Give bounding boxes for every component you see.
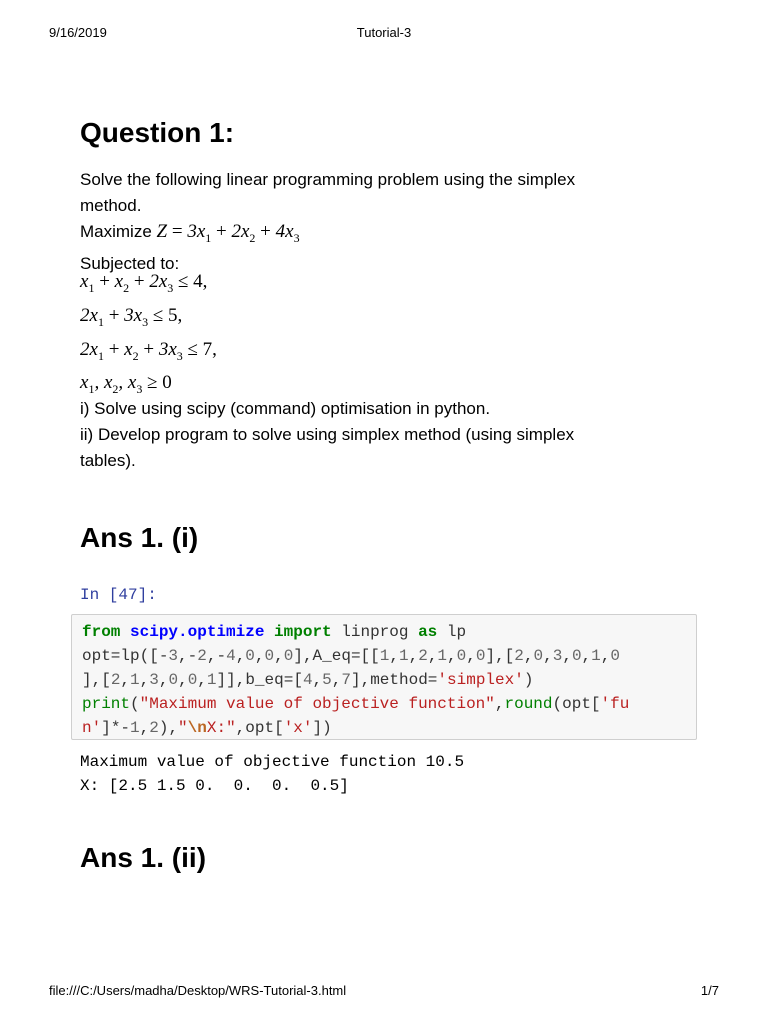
subjected-label: Subjected to: [80, 253, 180, 273]
code-line-1: from scipy.optimize import linprog as lp [82, 623, 467, 641]
question-title: Question 1: [80, 117, 235, 148]
answer-1-title: Ans 1. (i) [80, 522, 199, 553]
cell-output [80, 750, 464, 798]
question-intro [80, 167, 680, 277]
code-line-4: print("Maximum value of objective function",round(opt['fu [82, 695, 630, 713]
task-2-line-1: ii) Develop program to solve using simplex method (using simplex [80, 425, 575, 444]
constraint-1: $x_1 + x_2 + 2x_3 \le 4$, [80, 271, 208, 295]
task-2-line-2: tables). [80, 451, 136, 470]
code-line-2: opt=lp([-3,-2,-4,0,0,0],A_eq=[[1,1,2,1,0,0],[2,0,3,0,1,0 [82, 647, 620, 665]
task-1: i) Solve using scipy (command) optimisation in python. [80, 399, 491, 418]
constraints-list [80, 268, 217, 403]
intro-line-1: Solve the following linear programming problem using the simplex [80, 170, 576, 189]
objective-function: $Z = 3x_1 + 2x_2 + 4x_3$ [156, 221, 300, 245]
task-list [80, 396, 680, 474]
code-line-3: ],[2,1,3,0,0,1]],b_eq=[4,5,7],method='simplex') [82, 671, 534, 689]
print-footer-path: file:///C:/Users/madha/Desktop/WRS-Tutorial-3.html [49, 983, 347, 998]
intro-line-2: method. [80, 196, 142, 215]
maximize-label: Maximize [80, 222, 152, 241]
output-line-2: X: [2.5 1.5 0. 0. 0. 0.5] [80, 777, 349, 795]
code-line-5: n']*-1,2),"\nX:",opt['x']) [82, 719, 332, 737]
constraint-2: $2x_1 + 3x_3 \le 5$, [80, 304, 183, 329]
print-footer-page-number: 1/7 [700, 983, 719, 998]
constraint-nonneg: $x_1$, $x_2$, $x_3 \ge 0$ [80, 372, 172, 397]
answer-2-title: Ans 1. (ii) [80, 842, 207, 873]
print-header-date: 9/16/2019 [49, 25, 107, 40]
input-prompt: In [47]: [80, 586, 157, 604]
code-cell[interactable] [71, 614, 697, 740]
output-line-1: Maximum value of objective function 10.5 [80, 753, 465, 771]
objective-line [80, 219, 680, 251]
print-header-title: Tutorial-3 [356, 25, 412, 40]
constraint-3: $2x_1 + x_2 + 3x_3 \le 7$, [80, 338, 217, 363]
